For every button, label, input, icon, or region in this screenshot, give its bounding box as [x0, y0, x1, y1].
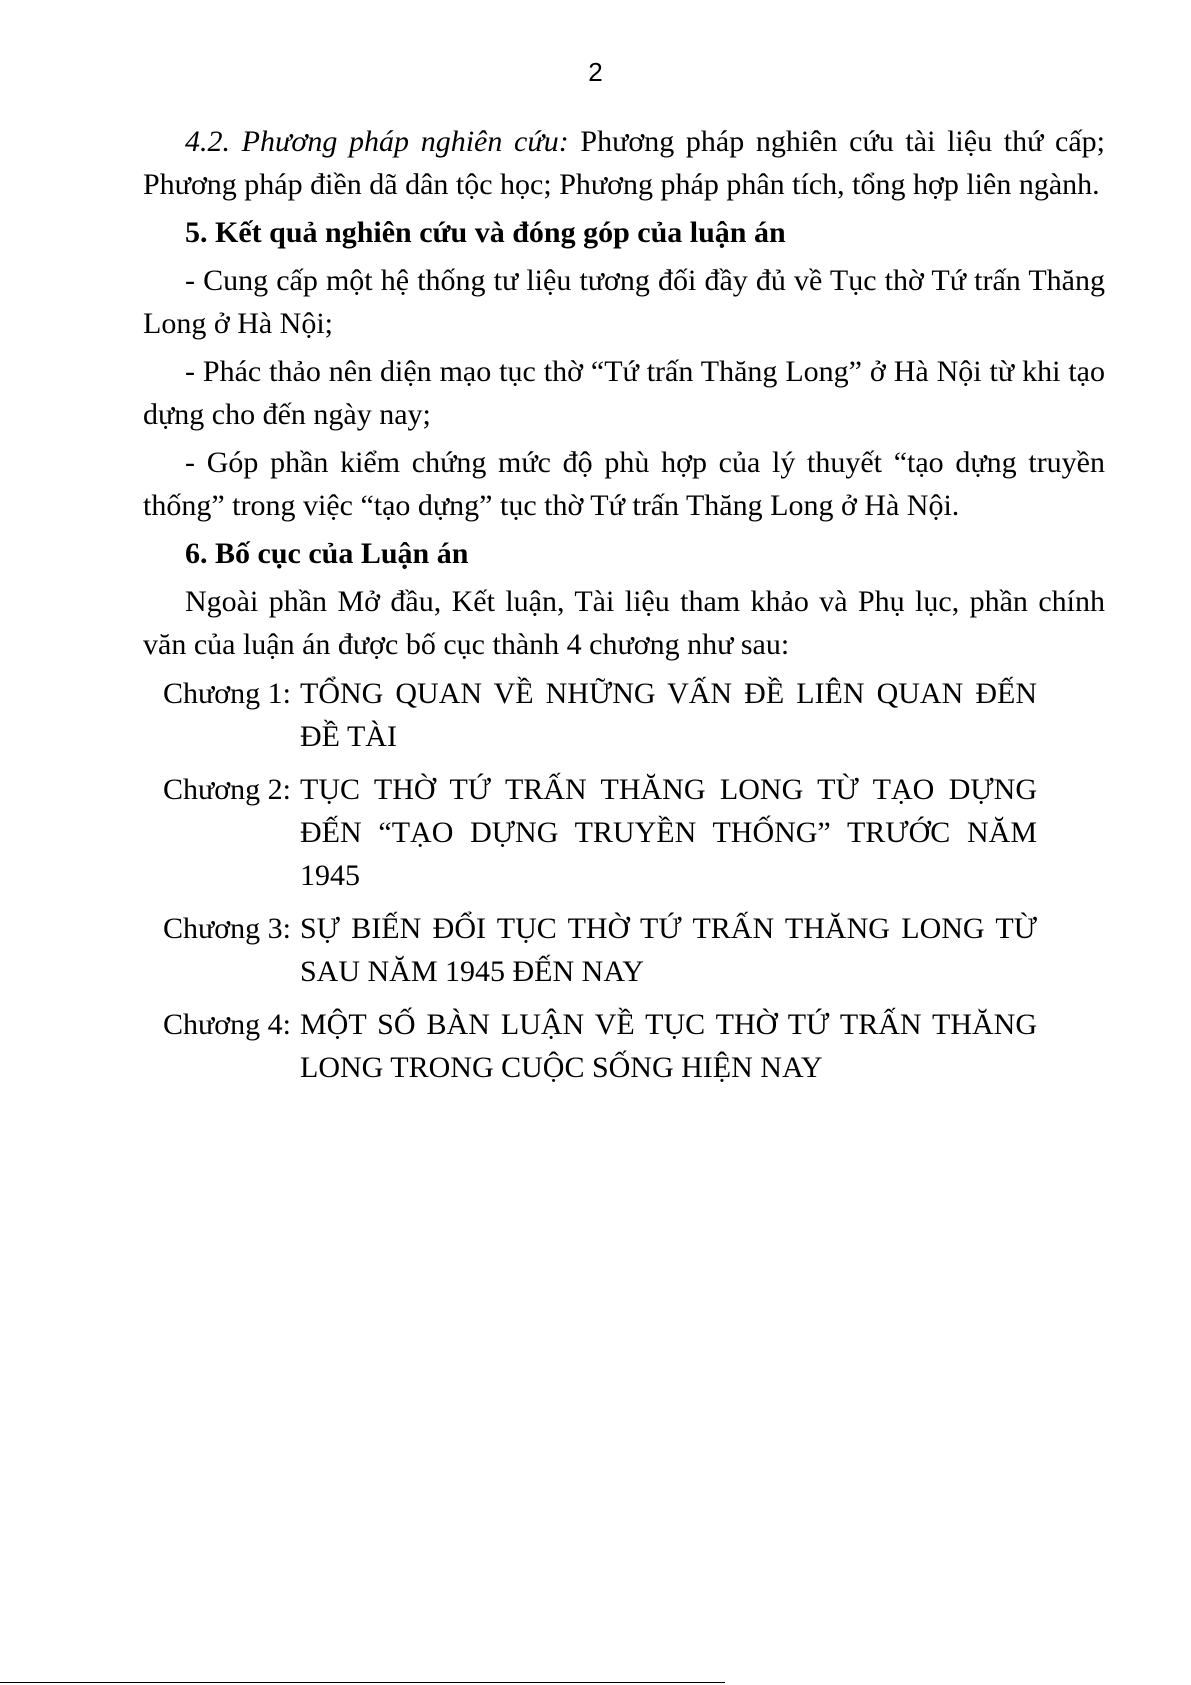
section-5-item-1: - Cung cấp một hệ thống tư liệu tương đối đầy đủ về Tục thờ Tứ trấn Thăng Long ở Hà Nội;: [143, 264, 1105, 340]
section-5-heading: 5. Kết quả nghiên cứu và đóng góp của luận án: [185, 216, 786, 249]
section-6-heading: 6. Bố cục của Luận án: [185, 537, 469, 570]
section-4-2-text: Phương pháp nghiên cứu tài liệu thứ cấp; Phương pháp điền dã dân tộc học; Phương pháp phân tích, tổng hợp liên ngành.: [143, 125, 1105, 201]
section-5-item-2: - Phác thảo nên diện mạo tục thờ “Tứ trấn Thăng Long” ở Hà Nội từ khi tạo dựng cho đến ngày nay;: [143, 355, 1105, 431]
chapter-item: [143, 907, 1105, 993]
section-6-intro: Ngoài phần Mở đầu, Kết luận, Tài liệu tham khảo và Phụ lục, phần chính văn của luận án được bố cục thành 4 chương như sau:: [143, 585, 1105, 661]
section-4-2-lead: 4.2. Phương pháp nghiên cứu:: [185, 125, 569, 158]
chapter-label: Chương 2:: [163, 773, 291, 806]
page-number: 2: [588, 57, 603, 87]
chapter-title: TỤC THỜ TỨ TRẤN THĂNG LONG TỪ TẠO DỰNG ĐẾN “TẠO DỰNG TRUYỀN THỐNG” TRƯỚC NĂM 1945: [300, 773, 1037, 892]
chapter-label: Chương 1:: [163, 677, 291, 710]
chapter-label: Chương 4:: [163, 1008, 291, 1041]
chapter-item: [143, 1003, 1105, 1089]
chapter-title: TỔNG QUAN VỀ NHỮNG VẤN ĐỀ LIÊN QUAN ĐẾN ĐỀ TÀI: [300, 677, 1037, 753]
chapter-label: Chương 3:: [163, 912, 291, 945]
chapter-item: [143, 672, 1105, 758]
footer-divider: [0, 1682, 725, 1683]
chapter-title: SỰ BIẾN ĐỔI TỤC THỜ TỨ TRẤN THĂNG LONG TỪ SAU NĂM 1945 ĐẾN NAY: [300, 912, 1037, 988]
document-body: [143, 120, 1105, 1099]
section-5-item-3: - Góp phần kiểm chứng mức độ phù hợp của lý thuyết “tạo dựng truyền thống” trong việc “tạo dựng” tục thờ Tứ trấn Thăng Long ở Hà Nội.: [143, 446, 1105, 522]
section-4-2-paragraph: [143, 120, 1105, 206]
chapter-list: [143, 672, 1105, 1089]
chapter-item: [143, 768, 1105, 897]
chapter-title: MỘT SỐ BÀN LUẬN VỀ TỤC THỜ TỨ TRẤN THĂNG LONG TRONG CUỘC SỐNG HIỆN NAY: [300, 1008, 1037, 1084]
